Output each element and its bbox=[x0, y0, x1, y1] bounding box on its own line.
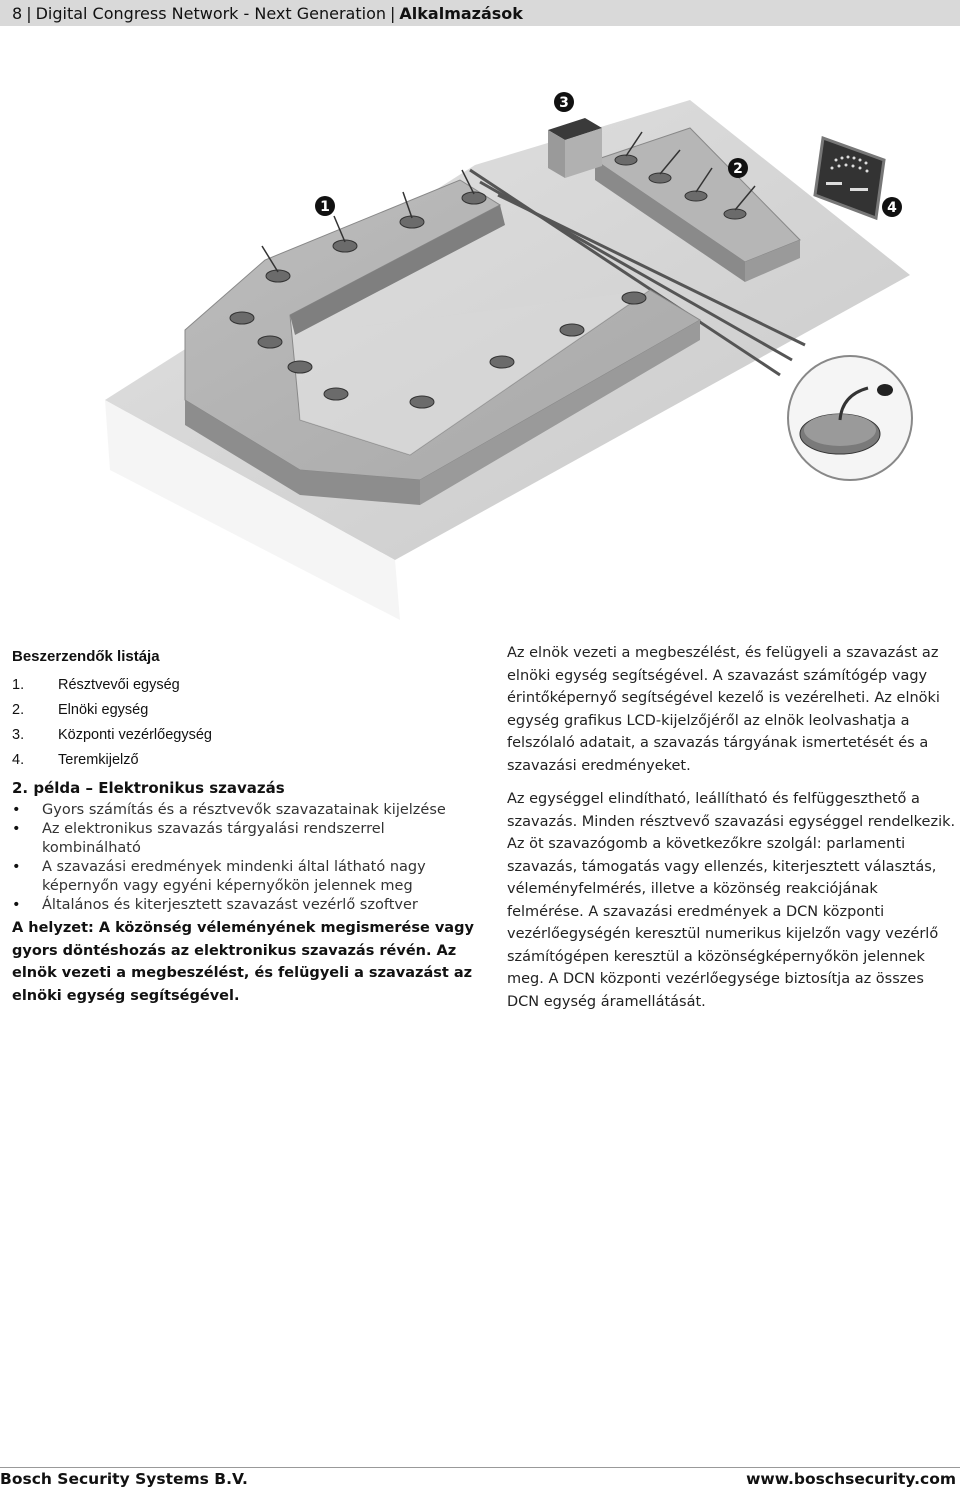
conference-room-illustration bbox=[0, 50, 960, 630]
document-title: Digital Congress Network - Next Generation bbox=[35, 4, 387, 23]
parts-list-title: Beszerzendők listája bbox=[12, 648, 160, 665]
footer-divider bbox=[0, 1467, 960, 1468]
page-number: 8 bbox=[12, 4, 23, 23]
section-title: Alkalmazások bbox=[399, 4, 523, 23]
list-item: 3. Központi vezérlőegység bbox=[12, 727, 212, 743]
list-item: • Gyors számítás és a résztvevők szavazatainak kijelzése bbox=[12, 801, 482, 820]
list-item: 2. Elnöki egység bbox=[12, 702, 149, 718]
feature-bullets bbox=[12, 801, 482, 915]
list-item: 1. Résztvevői egység bbox=[12, 677, 180, 693]
right-column bbox=[507, 642, 957, 1024]
callout-3: 3 bbox=[559, 95, 569, 111]
body-paragraph: Az elnök vezeti a megbeszélést, és felügyeli a szavazást az elnöki egység segítségével. A szavazást számítógép vagy érintőképernyő segítségével kezelő is vezérelheti. Az elnöki egység grafikus LCD-kijelzőjéről az elnök leolvashatja a felszólaló adatait, a szavazás tárgyának ismertetését és a szavazási eredményeket. bbox=[507, 645, 940, 774]
header-text: 8 | Digital Congress Network - Next Generation | Alkalmazások bbox=[12, 4, 523, 23]
callout-2: 2 bbox=[733, 161, 743, 177]
hall-display bbox=[815, 138, 884, 218]
left-column bbox=[12, 648, 482, 1007]
list-item: • Általános és kiterjesztett szavazást vezérlő szoftver bbox=[12, 896, 482, 915]
list-item: 4. Teremkijelző bbox=[12, 752, 139, 768]
list-item: • Az elektronikus szavazás tárgyalási rendszerrel kombinálható bbox=[12, 820, 482, 858]
list-item: • A szavazási eredmények mindenki által látható nagy képernyőn vagy egyéni képernyőkön jelennek meg bbox=[12, 858, 482, 896]
callout-4: 4 bbox=[887, 200, 897, 216]
body-paragraph: Az egységgel elindítható, leállítható és felfüggeszthető a szavazás. Minden résztvevő szavazási egységgel rendelkezik. Az öt szavazógomb a következőkre szolgál: parlamenti szavazás, támogatás vagy ellenzés, kiterjesztett választás, véleményfelmérés, illetve a közönség reakciójának felmérése. A szavazási eredmények a DCN központi vezérlőegységén keresztül numerikus kijelzőn vagy vezérlő számítógépen keresztül a közönségképernyőkön jelennek meg. A DCN központi vezérlőegysége biztosítja az összes DCN egység áramellátását. bbox=[507, 791, 956, 1010]
footer-website: www.boschsecurity.com bbox=[746, 1470, 956, 1488]
situation-paragraph: A helyzet: A közönség véleményének megismerése vagy gyors döntéshozás az elektronikus szavazás révén. Az elnök vezeti a megbeszélést, és felügyeli a szavazást az elnöki egység segítségével. bbox=[12, 920, 474, 1004]
callout-1: 1 bbox=[320, 199, 330, 215]
parts-list bbox=[12, 673, 482, 773]
page-header bbox=[0, 0, 960, 26]
footer-company: Bosch Security Systems B.V. bbox=[0, 1470, 248, 1488]
participant-unit-closeup bbox=[788, 356, 912, 480]
example-title: 2. példa – Elektronikus szavazás bbox=[12, 779, 285, 797]
